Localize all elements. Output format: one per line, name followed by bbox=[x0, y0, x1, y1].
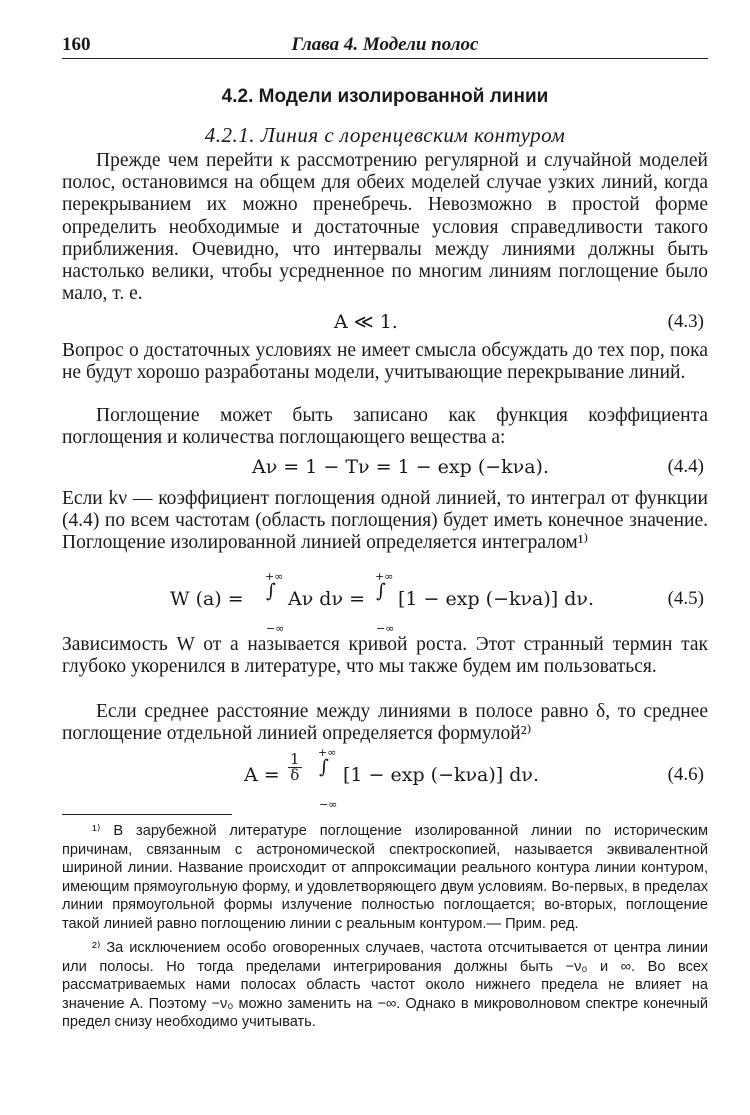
equation-4-3-number: (4.3) bbox=[667, 311, 704, 332]
equation-4-5-upper-limit-2: +∞ bbox=[375, 570, 394, 583]
integral-sign-1: ∫ bbox=[266, 580, 276, 602]
equation-4-6-fraction-denominator: δ bbox=[290, 766, 300, 784]
equation-4-4-formula: Aν = 1 − Tν = 1 − exp (−kνa). bbox=[252, 456, 550, 478]
paragraph-5: Зависимость W от a называется кривой роста. Этот странный термин так глубоко укоренился в литературе, что мы также будем им пользоваться. bbox=[62, 634, 708, 678]
equation-4-5 bbox=[62, 570, 708, 635]
section-title: 4.2. Модели изолированной линии bbox=[221, 86, 549, 107]
equation-4-5-lower-limit-1: −∞ bbox=[266, 622, 285, 635]
equation-4-5-lower-limit-2: −∞ bbox=[376, 622, 395, 635]
footnote-2: ²⁾ За исключением особо оговоренных случаев, частота отсчитывается от центра линии или полосы. Но тогда пределами интегрирования должны быть −ν₀ и ∞. Во всех рассматриваемых нами полосах область частот около нижнего предела не влияет на значение A. Поэтому −ν₀ можно заменить на −∞. Однако в микроволновом спектре конечный предел снизу необходимо учитывать. bbox=[62, 940, 708, 1031]
equation-4-6-fraction-numerator: 1 bbox=[290, 750, 300, 768]
equation-4-6-number: (4.6) bbox=[667, 764, 704, 785]
equation-4-3-formula: A ≪ 1. bbox=[334, 311, 398, 333]
integral-sign-3: ∫ bbox=[319, 756, 329, 778]
paragraph-6: Если среднее расстояние между линиями в полосе равно δ, то среднее поглощение отдельной линией определяется формулой²⁾ bbox=[62, 701, 708, 745]
footnote-1: ¹⁾ В зарубежной литературе поглощение изолированной линии по историческим причинам, связанным с астрономической спектроскопией, называется эквивалентной шириной линии. Название происходит от аппроксимации реального контура линии контуром, имеющим прямоугольную форму, и удовлетворяющего двум условиям. Во-первых, в пределах линии прямоугольной формы излучение полностью поглощается; во-вторых, поглощение такой линией равно поглощению линии с реальным контуром.— Прим. ред. bbox=[62, 823, 708, 932]
footnote-divider bbox=[62, 814, 232, 815]
equation-4-3 bbox=[62, 305, 708, 341]
equation-4-6-upper-limit: +∞ bbox=[318, 746, 337, 759]
equation-4-5-lhs: W (a) = bbox=[170, 588, 244, 610]
equation-4-6-lower-limit: −∞ bbox=[319, 798, 338, 811]
equation-4-4 bbox=[62, 450, 708, 486]
paragraph-1: Прежде чем перейти к рассмотрению регулярной и случайной моделей полос, остановимся на общем для обеих моделей случае узких линий, когда перекрыванием их можно пренебречь. Невозможно в простой форме определить необходимые и достаточные условия справедливости такого приближения. Очевидно, что интервалы между линиями должны быть настолько велики, чтобы усредненное по многим линиям поглощение было мало, т. е. bbox=[62, 150, 708, 305]
equation-4-6 bbox=[62, 746, 708, 811]
running-head bbox=[62, 30, 708, 59]
equation-4-5-mid: Aν dν = bbox=[288, 588, 365, 610]
paragraph-3: Поглощение может быть записано как функция коэффициента поглощения и количества поглощающего вещества a: bbox=[62, 405, 708, 449]
page-number: 160 bbox=[62, 34, 91, 55]
paragraph-2: Вопрос о достаточных условиях не имеет смысла обсуждать до тех пор, пока не будут хорошо разработаны модели, учитывающие перекрывание линий. bbox=[62, 340, 708, 384]
chapter-title: Глава 4. Модели полос bbox=[291, 34, 479, 55]
paragraph-4: Если kν — коэффициент поглощения одной линией, то интеграл от функции (4.4) по всем частотам (область поглощения) будет иметь конечное значение. Поглощение изолированной линией определяется интегралом¹⁾ bbox=[62, 488, 708, 554]
equation-4-4-number: (4.4) bbox=[667, 456, 704, 477]
equation-4-6-rhs: [1 − exp (−kνa)] dν. bbox=[343, 764, 540, 786]
equation-4-5-number: (4.5) bbox=[667, 588, 704, 609]
subsection-title: 4.2.1. Линия с лоренцевским контуром bbox=[204, 123, 566, 147]
equation-4-5-upper-limit-1: +∞ bbox=[265, 570, 284, 583]
equation-4-5-rhs: [1 − exp (−kνa)] dν. bbox=[398, 588, 595, 610]
integral-sign-2: ∫ bbox=[376, 580, 386, 602]
equation-4-6-lhs: A = bbox=[244, 764, 280, 786]
equation-4-6-fraction bbox=[284, 752, 306, 783]
